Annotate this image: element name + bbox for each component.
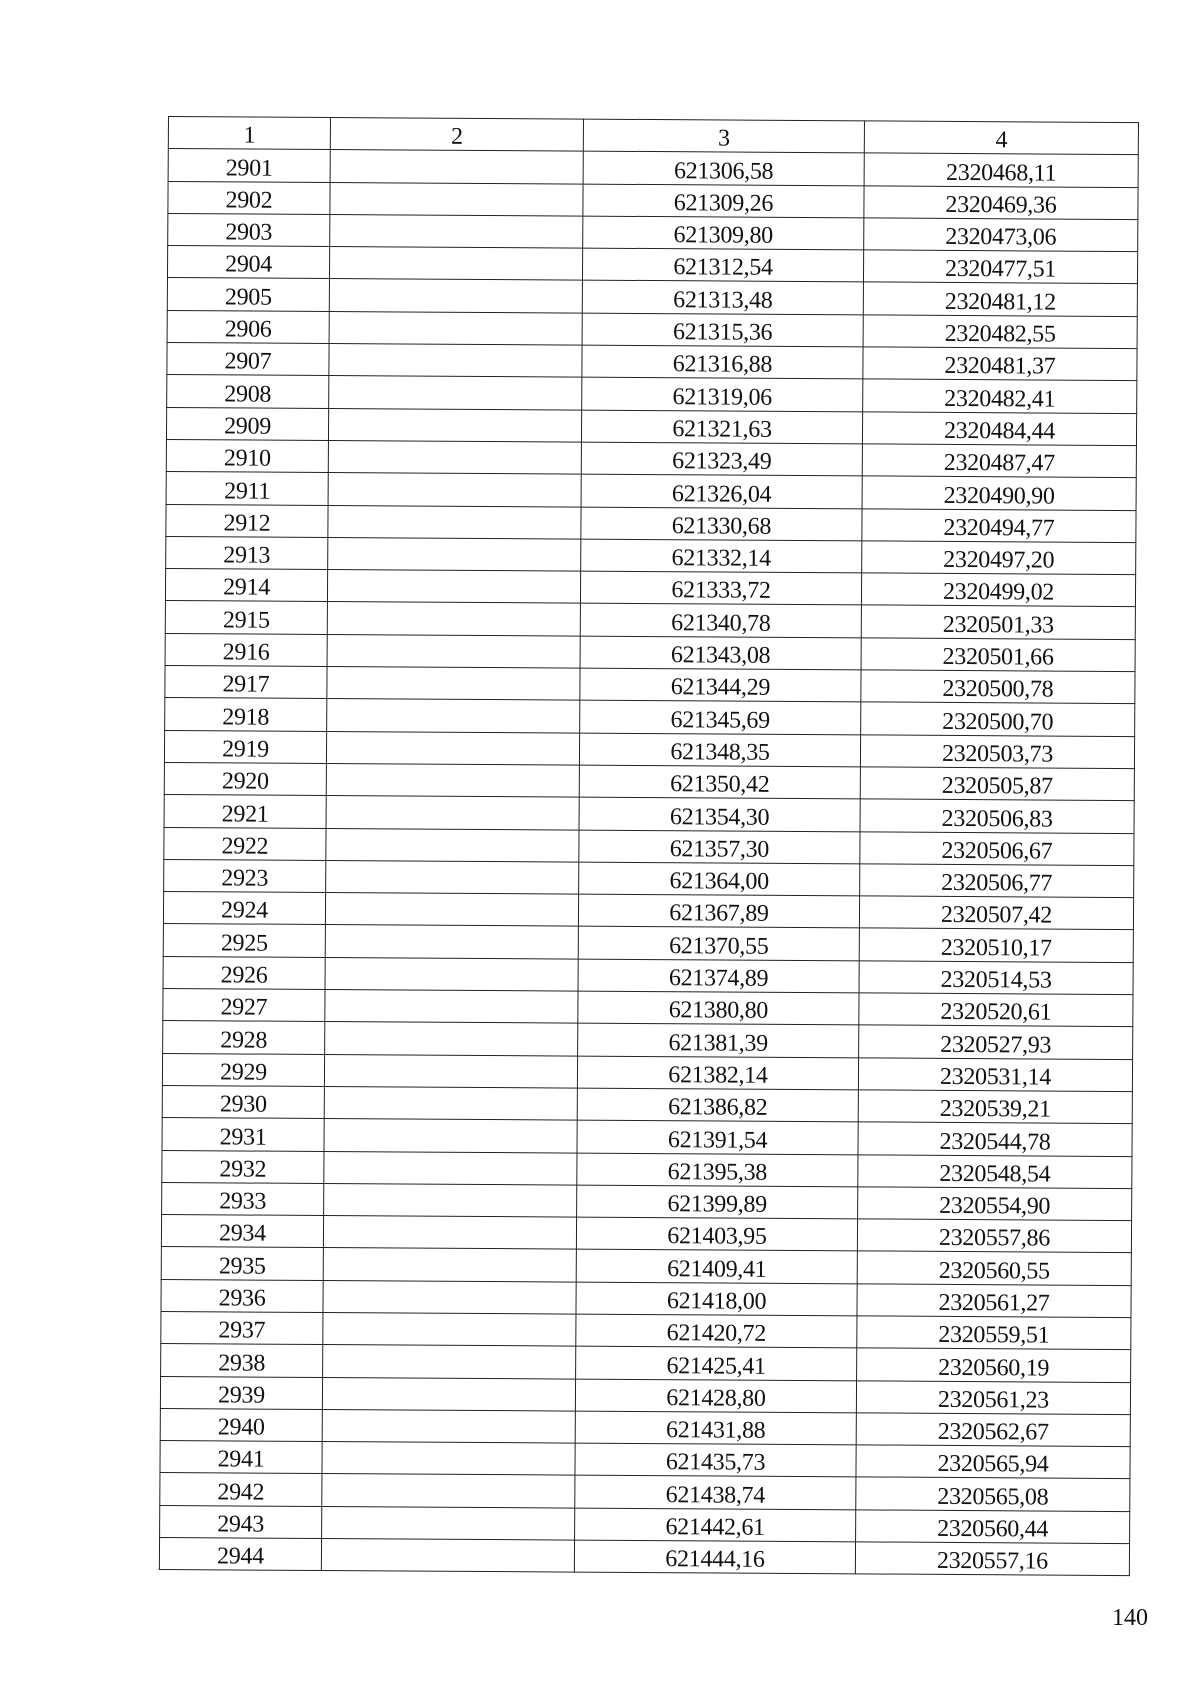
table-cell-col-3: 621321,63 <box>581 410 862 444</box>
table-cell-col-2 <box>323 1312 576 1346</box>
table-cell-col-4: 2320561,23 <box>856 1380 1130 1414</box>
table-cell-col-3: 621409,41 <box>576 1249 857 1283</box>
table-cell-col-4: 2320501,33 <box>861 605 1135 639</box>
table-cell-col-1: 2906 <box>167 310 329 343</box>
table-cell-col-4: 2320506,67 <box>860 831 1134 865</box>
table-cell-col-3: 621442,61 <box>575 1508 856 1542</box>
table-cell-col-4: 2320499,02 <box>861 573 1135 607</box>
table-cell-col-3: 621309,80 <box>583 216 864 250</box>
table-cell-col-4: 2320548,54 <box>858 1154 1132 1188</box>
table-cell-col-3: 621374,89 <box>578 959 859 993</box>
table-row <box>159 1538 1129 1576</box>
table-cell-col-1: 2916 <box>165 633 327 666</box>
table-cell-col-1: 2915 <box>165 601 327 634</box>
table-cell-col-2 <box>325 957 578 991</box>
table-cell-col-2 <box>323 1248 576 1282</box>
table-cell-col-2 <box>325 893 578 927</box>
table-cell-col-2 <box>322 1474 575 1508</box>
table-cell-col-3: 621435,73 <box>575 1443 856 1477</box>
table-cell-col-2 <box>321 1539 574 1573</box>
table-cell-col-1: 2935 <box>161 1247 323 1280</box>
table-cell-col-1: 2921 <box>164 795 326 828</box>
table-cell-col-2 <box>328 440 581 474</box>
table-cell-col-1: 2930 <box>162 1085 324 1118</box>
table-cell-col-1: 2901 <box>168 149 330 182</box>
table-cell-col-3: 621343,08 <box>580 636 861 670</box>
table-cell-col-1: 2922 <box>164 827 326 860</box>
table-cell-col-1: 2918 <box>165 698 327 731</box>
table-cell-col-2 <box>324 1086 577 1120</box>
table-cell-col-1: 2904 <box>167 246 329 279</box>
table-cell-col-3: 621403,95 <box>576 1217 857 1251</box>
table-cell-col-2 <box>327 570 580 604</box>
table-cell-col-2 <box>326 796 579 830</box>
table-cell-col-3: 621425,41 <box>576 1346 857 1380</box>
table-cell-col-3: 621418,00 <box>576 1282 857 1316</box>
table-cell-col-4: 2320565,08 <box>856 1477 1130 1511</box>
table-cell-col-1: 2926 <box>163 956 325 989</box>
table-cell-col-4: 2320505,87 <box>860 767 1134 801</box>
table-cell-col-4: 2320557,16 <box>855 1542 1129 1576</box>
table-cell-col-2 <box>329 344 582 378</box>
table-cell-col-1: 2914 <box>165 569 327 602</box>
table-cell-col-2 <box>324 1054 577 1088</box>
table-cell-col-4: 2320520,61 <box>859 993 1133 1027</box>
table-cell-col-3: 621420,72 <box>576 1314 857 1348</box>
table-cell-col-4: 2320560,19 <box>857 1348 1131 1382</box>
table-cell-col-1: 2909 <box>166 407 328 440</box>
table-cell-col-2 <box>322 1409 575 1443</box>
table-cell-col-1: 2928 <box>163 1021 325 1054</box>
table-cell-col-4: 2320544,78 <box>858 1122 1132 1156</box>
table-cell-col-1: 2939 <box>160 1376 322 1409</box>
table-cell-col-2 <box>329 376 582 410</box>
coordinates-table-body <box>159 117 1138 1576</box>
table-cell-col-1: 2923 <box>164 859 326 892</box>
table-cell-col-2 <box>327 667 580 701</box>
table-cell-col-1: 2927 <box>163 989 325 1022</box>
table-cell-col-3: 621391,54 <box>577 1120 858 1154</box>
table-cell-col-3: 621381,39 <box>578 1023 859 1057</box>
table-cell-col-4: 2320468,11 <box>864 153 1138 187</box>
table-cell-col-1: 2919 <box>164 730 326 763</box>
table-cell-col-1: 2934 <box>161 1215 323 1248</box>
table-cell-col-4: 2320497,20 <box>862 541 1136 575</box>
table-cell-col-4: 2320560,44 <box>856 1510 1130 1544</box>
table-cell-col-3: 621306,58 <box>583 151 864 185</box>
table-cell-col-4: 2320469,36 <box>864 185 1138 219</box>
table-cell-col-1: 2925 <box>163 924 325 957</box>
table-cell-col-1: 2924 <box>163 892 325 925</box>
table-cell-col-4: 2320554,90 <box>858 1187 1132 1221</box>
table-cell-col-1: 2907 <box>167 343 329 376</box>
table-cell-col-3: 621319,06 <box>582 377 863 411</box>
table-cell-col-3: 621444,16 <box>574 1540 855 1574</box>
table-cell-col-2 <box>327 602 580 636</box>
table-cell-col-1: 2944 <box>159 1538 321 1571</box>
table-cell-col-2 <box>323 1280 576 1314</box>
table-cell-col-4: 2320562,67 <box>856 1413 1130 1447</box>
table-cell-col-3: 621350,42 <box>579 765 860 799</box>
table-cell-col-2 <box>325 925 578 959</box>
table-cell-col-2 <box>322 1506 575 1540</box>
table-cell-col-3: 621364,00 <box>579 862 860 896</box>
table-cell-col-1: 2913 <box>166 536 328 569</box>
table-cell-col-2 <box>325 990 578 1024</box>
table-cell-col-4: 2320501,66 <box>861 638 1135 672</box>
table-cell-col-4: 2320503,73 <box>860 735 1134 769</box>
table-cell-col-4: 2320481,12 <box>863 282 1137 316</box>
header-cell-col-1: 1 <box>168 117 330 150</box>
table-cell-col-1: 2936 <box>161 1279 323 1312</box>
table-cell-col-2 <box>328 505 581 539</box>
table-cell-col-2 <box>329 311 582 345</box>
table-cell-col-3: 621386,82 <box>577 1088 858 1122</box>
table-cell-col-1: 2929 <box>162 1053 324 1086</box>
table-cell-col-2 <box>330 214 583 248</box>
table-cell-col-2 <box>329 279 582 313</box>
table-cell-col-1: 2910 <box>166 439 328 472</box>
table-cell-col-3: 621326,04 <box>581 474 862 508</box>
table-cell-col-4: 2320539,21 <box>858 1090 1132 1124</box>
table-cell-col-4: 2320500,78 <box>861 670 1135 704</box>
table-cell-col-3: 621333,72 <box>580 571 861 605</box>
table-cell-col-4: 2320531,14 <box>858 1057 1132 1091</box>
table-cell-col-4: 2320481,37 <box>863 347 1137 381</box>
table-cell-col-2 <box>326 860 579 894</box>
table-cell-col-1: 2943 <box>160 1505 322 1538</box>
table-cell-col-3: 621438,74 <box>575 1476 856 1510</box>
table-cell-col-2 <box>327 634 580 668</box>
table-cell-col-2 <box>326 763 579 797</box>
table-cell-col-3: 621316,88 <box>582 345 863 379</box>
table-cell-col-4: 2320559,51 <box>857 1316 1131 1350</box>
table-cell-col-1: 2938 <box>161 1344 323 1377</box>
table-cell-col-2 <box>328 537 581 571</box>
table-cell-col-2 <box>329 247 582 281</box>
table-cell-col-3: 621340,78 <box>580 604 861 638</box>
table-cell-col-2 <box>330 150 583 184</box>
table-cell-col-2 <box>322 1377 575 1411</box>
table-cell-col-2 <box>326 828 579 862</box>
coordinates-table <box>159 116 1139 1576</box>
table-cell-col-1: 2920 <box>164 762 326 795</box>
table-cell-col-3: 621431,88 <box>575 1411 856 1445</box>
table-cell-col-4: 2320484,44 <box>862 412 1136 446</box>
table-cell-col-1: 2908 <box>167 375 329 408</box>
table-cell-col-4: 2320561,27 <box>857 1284 1131 1318</box>
header-cell-col-2: 2 <box>330 118 583 152</box>
table-cell-col-2 <box>326 731 579 765</box>
table-cell-col-3: 621344,29 <box>580 668 861 702</box>
table-cell-col-2 <box>325 1022 578 1056</box>
table-cell-col-3: 621313,48 <box>582 281 863 315</box>
table-cell-col-3: 621315,36 <box>582 313 863 347</box>
table-cell-col-1: 2942 <box>160 1473 322 1506</box>
table-cell-col-4: 2320514,53 <box>859 961 1133 995</box>
table-cell-col-3: 621354,30 <box>579 797 860 831</box>
table-cell-col-4: 2320490,90 <box>862 476 1136 510</box>
table-cell-col-3: 621370,55 <box>578 927 859 961</box>
table-cell-col-3: 621323,49 <box>581 442 862 476</box>
table-cell-col-1: 2931 <box>162 1118 324 1151</box>
table-cell-col-2 <box>328 473 581 507</box>
table-cell-col-4: 2320557,86 <box>857 1219 1131 1253</box>
table-cell-col-1: 2911 <box>166 472 328 505</box>
table-cell-col-4: 2320487,47 <box>862 444 1136 478</box>
table-cell-col-3: 621345,69 <box>580 700 861 734</box>
table-cell-col-2 <box>323 1345 576 1379</box>
table-cell-col-1: 2940 <box>160 1408 322 1441</box>
table-cell-col-4: 2320477,51 <box>863 250 1137 284</box>
table-cell-col-4: 2320506,83 <box>860 799 1134 833</box>
table-cell-col-2 <box>330 182 583 216</box>
header-cell-col-3: 3 <box>583 119 864 153</box>
table-cell-col-1: 2912 <box>166 504 328 537</box>
table-cell-col-1: 2941 <box>160 1441 322 1474</box>
table-cell-col-4: 2320473,06 <box>864 218 1138 252</box>
table-cell-col-4: 2320565,94 <box>856 1445 1130 1479</box>
table-cell-col-1: 2932 <box>162 1150 324 1183</box>
page-number: 140 <box>1112 1605 1148 1631</box>
table-cell-col-2 <box>322 1442 575 1476</box>
table-cell-col-3: 621380,80 <box>578 991 859 1025</box>
table-cell-col-3: 621348,35 <box>579 733 860 767</box>
table-cell-col-4: 2320507,42 <box>859 896 1133 930</box>
table-cell-col-4: 2320482,55 <box>863 315 1137 349</box>
table-cell-col-3: 621309,26 <box>583 184 864 218</box>
table-cell-col-4: 2320494,77 <box>862 508 1136 542</box>
table-cell-col-2 <box>324 1183 577 1217</box>
table-cell-col-4: 2320482,41 <box>863 379 1137 413</box>
table-cell-col-4: 2320527,93 <box>859 1025 1133 1059</box>
table-cell-col-4: 2320506,77 <box>860 864 1134 898</box>
table-cell-col-1: 2917 <box>165 666 327 699</box>
table-cell-col-1: 2902 <box>168 181 330 214</box>
table-cell-col-1: 2903 <box>168 213 330 246</box>
table-cell-col-3: 621332,14 <box>581 539 862 573</box>
table-cell-col-3: 621312,54 <box>582 248 863 282</box>
table-cell-col-1: 2905 <box>167 278 329 311</box>
table-cell-col-3: 621395,38 <box>577 1153 858 1187</box>
table-cell-col-1: 2937 <box>161 1311 323 1344</box>
header-cell-col-4: 4 <box>864 121 1138 155</box>
table-cell-col-2 <box>327 699 580 733</box>
table-cell-col-1: 2933 <box>162 1182 324 1215</box>
table-cell-col-4: 2320510,17 <box>859 928 1133 962</box>
table-cell-col-2 <box>324 1119 577 1153</box>
table-cell-col-3: 621399,89 <box>577 1185 858 1219</box>
table-cell-col-2 <box>323 1216 576 1250</box>
table-cell-col-3: 621330,68 <box>581 507 862 541</box>
table-cell-col-3: 621428,80 <box>575 1379 856 1413</box>
table-cell-col-2 <box>328 408 581 442</box>
table-cell-col-3: 621367,89 <box>578 894 859 928</box>
table-cell-col-3: 621357,30 <box>579 830 860 864</box>
table-cell-col-4: 2320500,70 <box>861 702 1135 736</box>
table-cell-col-2 <box>324 1151 577 1185</box>
table-cell-col-3: 621382,14 <box>577 1056 858 1090</box>
table-cell-col-4: 2320560,55 <box>857 1251 1131 1285</box>
